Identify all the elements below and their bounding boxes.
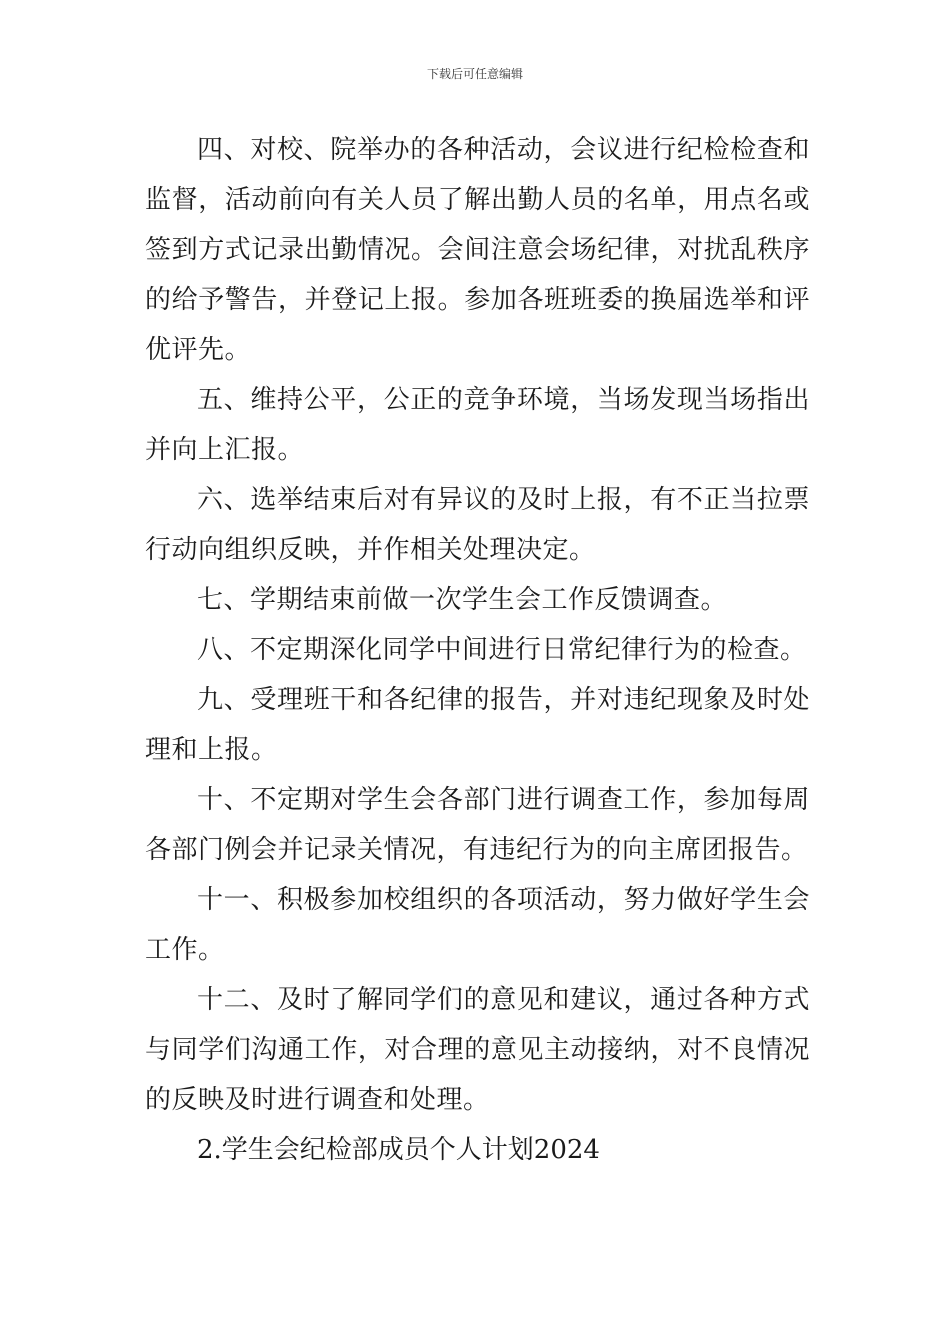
paragraph-item-9: 九、受理班干和各纪律的报告，并对违纪现象及时处理和上报。 [145, 685, 810, 765]
section-heading: 2.学生会纪检部成员个人计划2024 [197, 1135, 600, 1165]
page-header: 下载后可任意编辑 [426, 67, 523, 81]
paragraph-item-10: 十、不定期对学生会各部门进行调查工作，参加每周各部门例会并记录关情况，有违纪行为的向主席团报告。 [145, 785, 810, 865]
paragraph-item-6: 六、选举结束后对有异议的及时上报，有不正当拉票行动向组织反映，并作相关处理决定。 [145, 485, 810, 565]
paragraph-item-5: 五、维持公平，公正的竞争环境，当场发现当场指出并向上汇报。 [145, 385, 810, 465]
paragraph-item-4: 四、对校、院举办的各种活动，会议进行纪检检查和监督，活动前向有关人员了解出勤人员的名单，用点名或签到方式记录出勤情况。会间注意会场纪律，对扰乱秩序的给予警告，并登记上报。参加各班班委的换届选举和评优评先。 [145, 135, 810, 365]
paragraph-item-8: 八、不定期深化同学中间进行日常纪律行为的检查。 [197, 635, 807, 665]
paragraph-item-12: 十二、及时了解同学们的意见和建议，通过各种方式与同学们沟通工作，对合理的意见主动接纳，对不良情况的反映及时进行调查和处理。 [145, 985, 810, 1115]
document-body [145, 125, 810, 1175]
paragraph-item-11: 十一、积极参加校组织的各项活动，努力做好学生会工作。 [145, 885, 810, 965]
paragraph-item-7: 七、学期结束前做一次学生会工作反馈调查。 [197, 585, 728, 615]
